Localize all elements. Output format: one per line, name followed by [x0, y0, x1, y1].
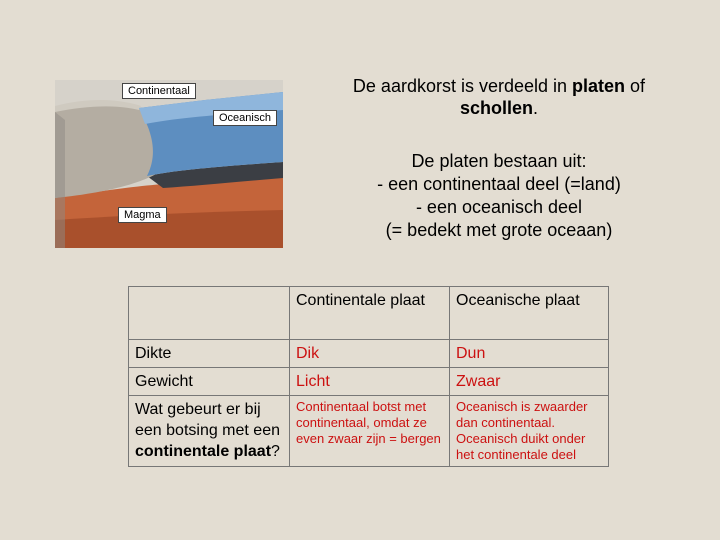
table-row: [129, 396, 609, 467]
answer-oceanic: Oceanisch is zwaarder dan continentaal. Oceanisch duikt onder het continentale deel: [450, 396, 609, 467]
intro-bold-schollen: schollen: [459, 98, 533, 118]
intro-part-1: De aardkorst is verdeeld in: [352, 76, 573, 96]
consists-line-3: - een oceanisch deel: [415, 197, 583, 217]
dikte-continental: Dik: [290, 340, 450, 368]
consists-line-1: De platen bestaan uit:: [411, 151, 587, 171]
question-bold: continentale plaat: [135, 443, 272, 460]
question-text: Wat gebeurt er bij een botsing met een: [135, 401, 280, 439]
consists-line-4: (= bedekt met grote oceaan): [385, 220, 613, 240]
header-cell-empty: [129, 287, 290, 340]
header-cell-oceanic: Oceanische plaat: [450, 287, 609, 340]
dikte-oceanic: Dun: [450, 340, 609, 368]
table-header-row: [129, 287, 609, 340]
gewicht-continental: Licht: [290, 368, 450, 396]
table-row: [129, 340, 609, 368]
oceanic-label: Oceanisch: [213, 110, 277, 126]
comparison-table: [128, 286, 609, 467]
question-end: ?: [271, 443, 280, 460]
row-label-dikte: Dikte: [129, 340, 290, 368]
plate-diagram-image: [55, 80, 283, 248]
intro-bold-platen: platen: [572, 76, 626, 96]
intro-part-3: .: [533, 98, 539, 118]
row-label-gewicht: Gewicht: [129, 368, 290, 396]
table-row: [129, 368, 609, 396]
magma-label: Magma: [118, 207, 167, 223]
continental-label: Continentaal: [122, 83, 196, 99]
intro-part-2: of: [625, 76, 646, 96]
plates-consist-text: [330, 150, 668, 242]
answer-continental: Continentaal botst met continentaal, omdat ze even zwaar zijn = bergen: [290, 396, 450, 467]
gewicht-oceanic: Zwaar: [450, 368, 609, 396]
intro-text: [326, 75, 672, 119]
question-cell: [129, 396, 290, 467]
header-cell-continental: Continentale plaat: [290, 287, 450, 340]
consists-line-2: - een continentaal deel (=land): [377, 174, 621, 194]
plate-illustration: [55, 80, 283, 248]
